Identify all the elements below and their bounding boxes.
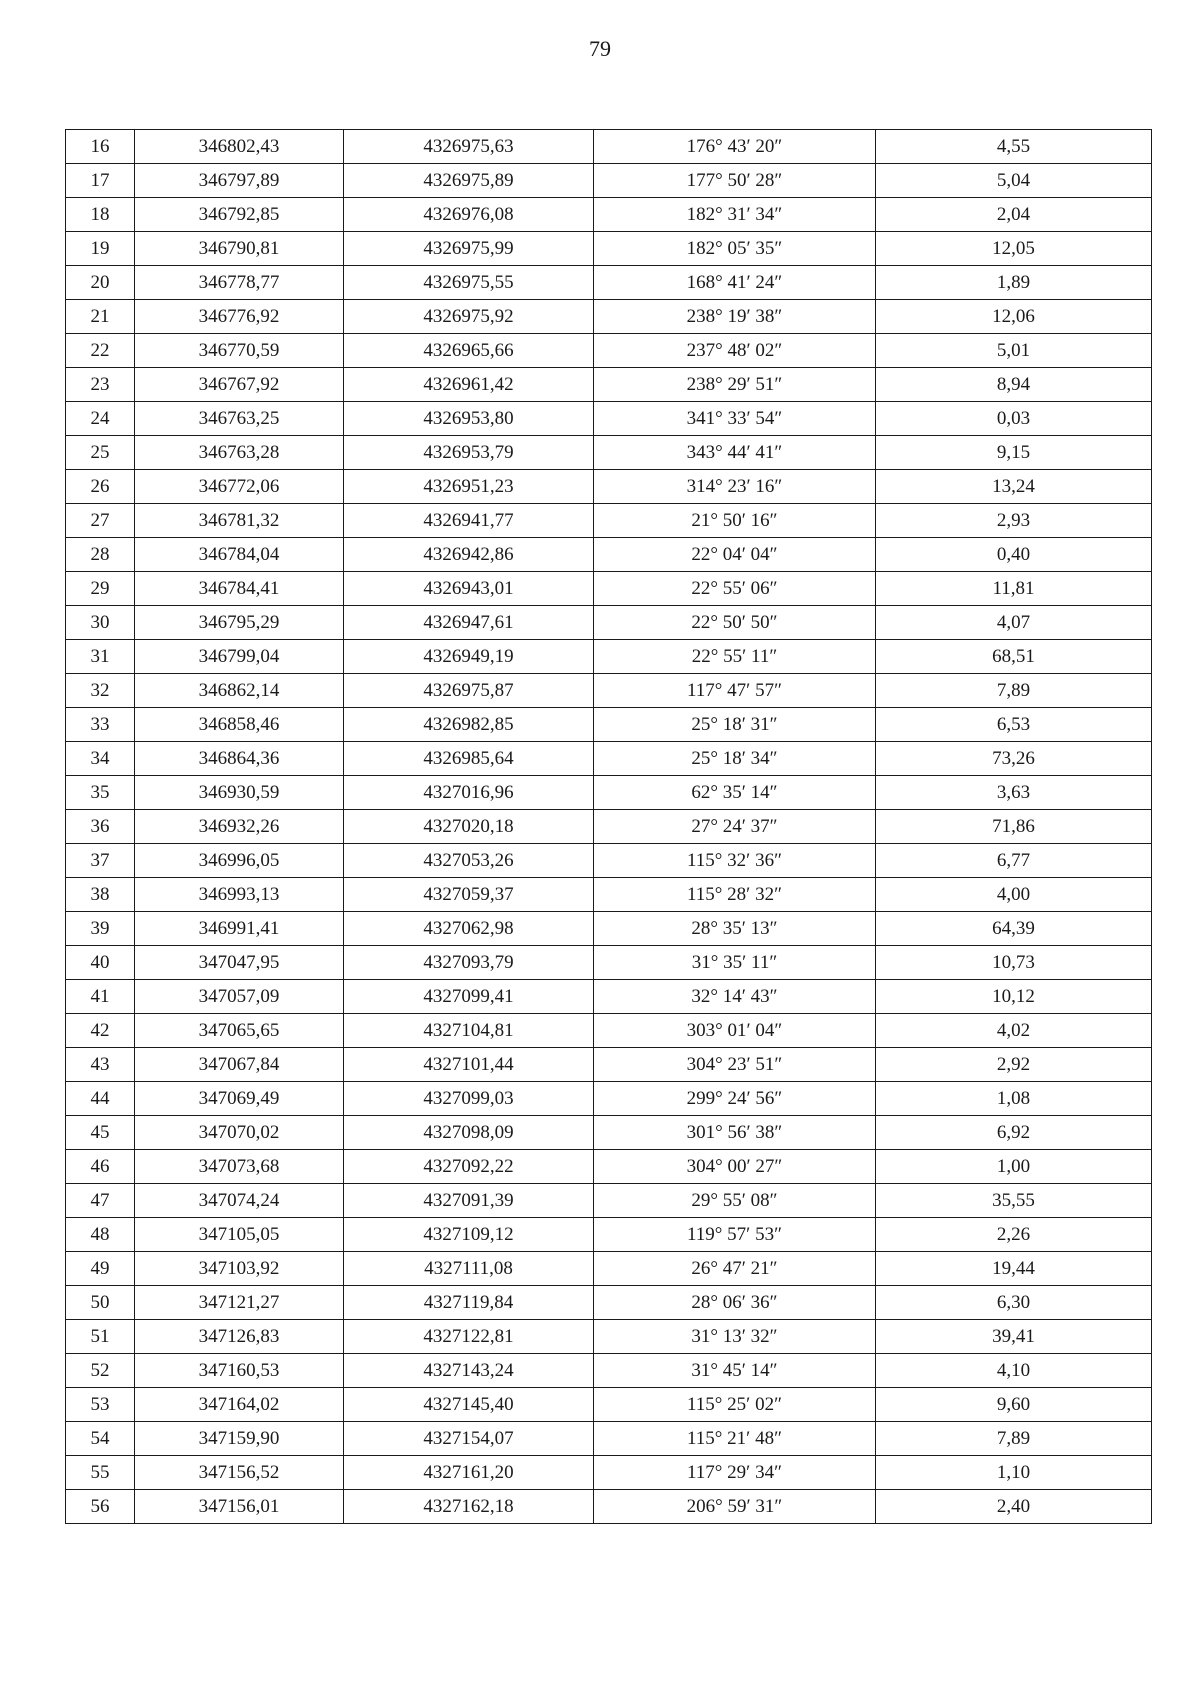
x-coordinate-cell: 346778,77 — [135, 266, 344, 300]
point-number-cell: 20 — [66, 266, 135, 300]
x-coordinate-cell: 346763,25 — [135, 402, 344, 436]
y-coordinate-cell: 4327101,44 — [344, 1048, 594, 1082]
point-number-cell: 37 — [66, 844, 135, 878]
distance-cell: 4,00 — [876, 878, 1152, 912]
x-coordinate-cell: 347105,05 — [135, 1218, 344, 1252]
y-coordinate-cell: 4327020,18 — [344, 810, 594, 844]
table-row — [66, 980, 1152, 1014]
x-coordinate-cell: 347156,01 — [135, 1490, 344, 1524]
x-coordinate-cell: 346993,13 — [135, 878, 344, 912]
direction-angle-cell: 343° 44′ 41″ — [594, 436, 876, 470]
table-row — [66, 946, 1152, 980]
table-row — [66, 334, 1152, 368]
x-coordinate-cell: 347074,24 — [135, 1184, 344, 1218]
table-row — [66, 130, 1152, 164]
point-number-cell: 22 — [66, 334, 135, 368]
distance-cell: 7,89 — [876, 674, 1152, 708]
direction-angle-cell: 303° 01′ 04″ — [594, 1014, 876, 1048]
y-coordinate-cell: 4327098,09 — [344, 1116, 594, 1150]
direction-angle-cell: 341° 33′ 54″ — [594, 402, 876, 436]
point-number-cell: 36 — [66, 810, 135, 844]
distance-cell: 1,89 — [876, 266, 1152, 300]
table-row — [66, 368, 1152, 402]
distance-cell: 2,26 — [876, 1218, 1152, 1252]
distance-cell: 3,63 — [876, 776, 1152, 810]
distance-cell: 9,15 — [876, 436, 1152, 470]
table-row — [66, 1116, 1152, 1150]
distance-cell: 0,03 — [876, 402, 1152, 436]
y-coordinate-cell: 4327143,24 — [344, 1354, 594, 1388]
y-coordinate-cell: 4326942,86 — [344, 538, 594, 572]
direction-angle-cell: 25° 18′ 34″ — [594, 742, 876, 776]
distance-cell: 35,55 — [876, 1184, 1152, 1218]
y-coordinate-cell: 4327093,79 — [344, 946, 594, 980]
table-row — [66, 1048, 1152, 1082]
y-coordinate-cell: 4326949,19 — [344, 640, 594, 674]
distance-cell: 2,93 — [876, 504, 1152, 538]
point-number-cell: 50 — [66, 1286, 135, 1320]
distance-cell: 12,05 — [876, 232, 1152, 266]
x-coordinate-cell: 346932,26 — [135, 810, 344, 844]
table-row — [66, 266, 1152, 300]
x-coordinate-cell: 346858,46 — [135, 708, 344, 742]
direction-angle-cell: 206° 59′ 31″ — [594, 1490, 876, 1524]
table-row — [66, 1490, 1152, 1524]
distance-cell: 8,94 — [876, 368, 1152, 402]
x-coordinate-cell: 347057,09 — [135, 980, 344, 1014]
x-coordinate-cell: 346792,85 — [135, 198, 344, 232]
x-coordinate-cell: 346767,92 — [135, 368, 344, 402]
distance-cell: 1,10 — [876, 1456, 1152, 1490]
x-coordinate-cell: 347069,49 — [135, 1082, 344, 1116]
x-coordinate-cell: 347121,27 — [135, 1286, 344, 1320]
point-number-cell: 31 — [66, 640, 135, 674]
direction-angle-cell: 182° 31′ 34″ — [594, 198, 876, 232]
direction-angle-cell: 22° 55′ 11″ — [594, 640, 876, 674]
y-coordinate-cell: 4327154,07 — [344, 1422, 594, 1456]
direction-angle-cell: 25° 18′ 31″ — [594, 708, 876, 742]
x-coordinate-cell: 346802,43 — [135, 130, 344, 164]
y-coordinate-cell: 4327059,37 — [344, 878, 594, 912]
point-number-cell: 25 — [66, 436, 135, 470]
table-row — [66, 1014, 1152, 1048]
x-coordinate-cell: 346864,36 — [135, 742, 344, 776]
table-row — [66, 164, 1152, 198]
point-number-cell: 41 — [66, 980, 135, 1014]
point-number-cell: 43 — [66, 1048, 135, 1082]
table-row — [66, 470, 1152, 504]
distance-cell: 6,53 — [876, 708, 1152, 742]
distance-cell: 71,86 — [876, 810, 1152, 844]
direction-angle-cell: 28° 35′ 13″ — [594, 912, 876, 946]
y-coordinate-cell: 4326961,42 — [344, 368, 594, 402]
direction-angle-cell: 314° 23′ 16″ — [594, 470, 876, 504]
x-coordinate-cell: 347159,90 — [135, 1422, 344, 1456]
point-number-cell: 32 — [66, 674, 135, 708]
y-coordinate-cell: 4326985,64 — [344, 742, 594, 776]
direction-angle-cell: 115° 32′ 36″ — [594, 844, 876, 878]
y-coordinate-cell: 4326975,99 — [344, 232, 594, 266]
x-coordinate-cell: 347067,84 — [135, 1048, 344, 1082]
point-number-cell: 16 — [66, 130, 135, 164]
y-coordinate-cell: 4327092,22 — [344, 1150, 594, 1184]
table-row — [66, 708, 1152, 742]
distance-cell: 10,73 — [876, 946, 1152, 980]
point-number-cell: 34 — [66, 742, 135, 776]
point-number-cell: 47 — [66, 1184, 135, 1218]
point-number-cell: 30 — [66, 606, 135, 640]
distance-cell: 6,30 — [876, 1286, 1152, 1320]
distance-cell: 2,04 — [876, 198, 1152, 232]
point-number-cell: 29 — [66, 572, 135, 606]
x-coordinate-cell: 346784,41 — [135, 572, 344, 606]
x-coordinate-cell: 347047,95 — [135, 946, 344, 980]
x-coordinate-cell: 346799,04 — [135, 640, 344, 674]
distance-cell: 9,60 — [876, 1388, 1152, 1422]
y-coordinate-cell: 4327162,18 — [344, 1490, 594, 1524]
direction-angle-cell: 31° 35′ 11″ — [594, 946, 876, 980]
x-coordinate-cell: 346781,32 — [135, 504, 344, 538]
direction-angle-cell: 299° 24′ 56″ — [594, 1082, 876, 1116]
y-coordinate-cell: 4327053,26 — [344, 844, 594, 878]
point-number-cell: 44 — [66, 1082, 135, 1116]
point-number-cell: 51 — [66, 1320, 135, 1354]
y-coordinate-cell: 4326975,55 — [344, 266, 594, 300]
x-coordinate-cell: 346991,41 — [135, 912, 344, 946]
point-number-cell: 23 — [66, 368, 135, 402]
point-number-cell: 56 — [66, 1490, 135, 1524]
direction-angle-cell: 31° 45′ 14″ — [594, 1354, 876, 1388]
distance-cell: 12,06 — [876, 300, 1152, 334]
y-coordinate-cell: 4326943,01 — [344, 572, 594, 606]
direction-angle-cell: 176° 43′ 20″ — [594, 130, 876, 164]
direction-angle-cell: 31° 13′ 32″ — [594, 1320, 876, 1354]
table-row — [66, 504, 1152, 538]
direction-angle-cell: 115° 21′ 48″ — [594, 1422, 876, 1456]
table-row — [66, 300, 1152, 334]
coordinates-table-body — [66, 130, 1152, 1524]
direction-angle-cell: 238° 29′ 51″ — [594, 368, 876, 402]
point-number-cell: 18 — [66, 198, 135, 232]
y-coordinate-cell: 4327111,08 — [344, 1252, 594, 1286]
y-coordinate-cell: 4326953,79 — [344, 436, 594, 470]
point-number-cell: 17 — [66, 164, 135, 198]
distance-cell: 39,41 — [876, 1320, 1152, 1354]
x-coordinate-cell: 346996,05 — [135, 844, 344, 878]
point-number-cell: 40 — [66, 946, 135, 980]
x-coordinate-cell: 346862,14 — [135, 674, 344, 708]
direction-angle-cell: 304° 23′ 51″ — [594, 1048, 876, 1082]
distance-cell: 10,12 — [876, 980, 1152, 1014]
table-row — [66, 402, 1152, 436]
distance-cell: 73,26 — [876, 742, 1152, 776]
y-coordinate-cell: 4326975,92 — [344, 300, 594, 334]
y-coordinate-cell: 4326982,85 — [344, 708, 594, 742]
y-coordinate-cell: 4327119,84 — [344, 1286, 594, 1320]
distance-cell: 0,40 — [876, 538, 1152, 572]
table-row — [66, 810, 1152, 844]
point-number-cell: 52 — [66, 1354, 135, 1388]
x-coordinate-cell: 347065,65 — [135, 1014, 344, 1048]
direction-angle-cell: 115° 28′ 32″ — [594, 878, 876, 912]
table-row — [66, 1286, 1152, 1320]
table-row — [66, 1388, 1152, 1422]
distance-cell: 11,81 — [876, 572, 1152, 606]
point-number-cell: 53 — [66, 1388, 135, 1422]
direction-angle-cell: 117° 29′ 34″ — [594, 1456, 876, 1490]
distance-cell: 4,55 — [876, 130, 1152, 164]
y-coordinate-cell: 4327062,98 — [344, 912, 594, 946]
point-number-cell: 42 — [66, 1014, 135, 1048]
point-number-cell: 35 — [66, 776, 135, 810]
table-row — [66, 912, 1152, 946]
table-row — [66, 1184, 1152, 1218]
y-coordinate-cell: 4326965,66 — [344, 334, 594, 368]
point-number-cell: 33 — [66, 708, 135, 742]
page-number: 79 — [589, 36, 611, 61]
y-coordinate-cell: 4327145,40 — [344, 1388, 594, 1422]
point-number-cell: 21 — [66, 300, 135, 334]
direction-angle-cell: 28° 06′ 36″ — [594, 1286, 876, 1320]
point-number-cell: 19 — [66, 232, 135, 266]
direction-angle-cell: 177° 50′ 28″ — [594, 164, 876, 198]
point-number-cell: 28 — [66, 538, 135, 572]
direction-angle-cell: 301° 56′ 38″ — [594, 1116, 876, 1150]
x-coordinate-cell: 347126,83 — [135, 1320, 344, 1354]
point-number-cell: 26 — [66, 470, 135, 504]
y-coordinate-cell: 4327104,81 — [344, 1014, 594, 1048]
point-number-cell: 49 — [66, 1252, 135, 1286]
y-coordinate-cell: 4327099,03 — [344, 1082, 594, 1116]
direction-angle-cell: 29° 55′ 08″ — [594, 1184, 876, 1218]
table-row — [66, 878, 1152, 912]
y-coordinate-cell: 4327091,39 — [344, 1184, 594, 1218]
distance-cell: 4,10 — [876, 1354, 1152, 1388]
table-row — [66, 640, 1152, 674]
direction-angle-cell: 21° 50′ 16″ — [594, 504, 876, 538]
table-row — [66, 232, 1152, 266]
direction-angle-cell: 182° 05′ 35″ — [594, 232, 876, 266]
direction-angle-cell: 237° 48′ 02″ — [594, 334, 876, 368]
point-number-cell: 45 — [66, 1116, 135, 1150]
table-row — [66, 572, 1152, 606]
x-coordinate-cell: 347156,52 — [135, 1456, 344, 1490]
direction-angle-cell: 168° 41′ 24″ — [594, 266, 876, 300]
distance-cell: 19,44 — [876, 1252, 1152, 1286]
distance-cell: 1,08 — [876, 1082, 1152, 1116]
distance-cell: 1,00 — [876, 1150, 1152, 1184]
point-number-cell: 39 — [66, 912, 135, 946]
y-coordinate-cell: 4326975,63 — [344, 130, 594, 164]
point-number-cell: 48 — [66, 1218, 135, 1252]
table-row — [66, 198, 1152, 232]
table-row — [66, 1082, 1152, 1116]
x-coordinate-cell: 346797,89 — [135, 164, 344, 198]
point-number-cell: 54 — [66, 1422, 135, 1456]
point-number-cell: 24 — [66, 402, 135, 436]
direction-angle-cell: 22° 50′ 50″ — [594, 606, 876, 640]
table-row — [66, 1456, 1152, 1490]
point-number-cell: 55 — [66, 1456, 135, 1490]
distance-cell: 13,24 — [876, 470, 1152, 504]
direction-angle-cell: 27° 24′ 37″ — [594, 810, 876, 844]
direction-angle-cell: 22° 55′ 06″ — [594, 572, 876, 606]
y-coordinate-cell: 4326975,89 — [344, 164, 594, 198]
table-row — [66, 436, 1152, 470]
table-row — [66, 674, 1152, 708]
table-row — [66, 844, 1152, 878]
direction-angle-cell: 119° 57′ 53″ — [594, 1218, 876, 1252]
x-coordinate-cell: 346763,28 — [135, 436, 344, 470]
direction-angle-cell: 62° 35′ 14″ — [594, 776, 876, 810]
distance-cell: 2,92 — [876, 1048, 1152, 1082]
table-row — [66, 1354, 1152, 1388]
direction-angle-cell: 238° 19′ 38″ — [594, 300, 876, 334]
table-row — [66, 1320, 1152, 1354]
distance-cell: 6,77 — [876, 844, 1152, 878]
y-coordinate-cell: 4326941,77 — [344, 504, 594, 538]
distance-cell: 2,40 — [876, 1490, 1152, 1524]
distance-cell: 68,51 — [876, 640, 1152, 674]
table-row — [66, 1150, 1152, 1184]
y-coordinate-cell: 4327161,20 — [344, 1456, 594, 1490]
point-number-cell: 27 — [66, 504, 135, 538]
distance-cell: 4,02 — [876, 1014, 1152, 1048]
y-coordinate-cell: 4326953,80 — [344, 402, 594, 436]
table-row — [66, 538, 1152, 572]
x-coordinate-cell: 346930,59 — [135, 776, 344, 810]
y-coordinate-cell: 4327109,12 — [344, 1218, 594, 1252]
x-coordinate-cell: 346795,29 — [135, 606, 344, 640]
direction-angle-cell: 304° 00′ 27″ — [594, 1150, 876, 1184]
x-coordinate-cell: 347160,53 — [135, 1354, 344, 1388]
direction-angle-cell: 117° 47′ 57″ — [594, 674, 876, 708]
table-row — [66, 1252, 1152, 1286]
point-number-cell: 46 — [66, 1150, 135, 1184]
distance-cell: 4,07 — [876, 606, 1152, 640]
direction-angle-cell: 32° 14′ 43″ — [594, 980, 876, 1014]
x-coordinate-cell: 346784,04 — [135, 538, 344, 572]
y-coordinate-cell: 4326975,87 — [344, 674, 594, 708]
direction-angle-cell: 26° 47′ 21″ — [594, 1252, 876, 1286]
x-coordinate-cell: 346776,92 — [135, 300, 344, 334]
direction-angle-cell: 22° 04′ 04″ — [594, 538, 876, 572]
y-coordinate-cell: 4327099,41 — [344, 980, 594, 1014]
table-row — [66, 606, 1152, 640]
table-row — [66, 1422, 1152, 1456]
y-coordinate-cell: 4326976,08 — [344, 198, 594, 232]
table-row — [66, 742, 1152, 776]
y-coordinate-cell: 4326947,61 — [344, 606, 594, 640]
x-coordinate-cell: 346770,59 — [135, 334, 344, 368]
distance-cell: 64,39 — [876, 912, 1152, 946]
x-coordinate-cell: 347103,92 — [135, 1252, 344, 1286]
distance-cell: 5,01 — [876, 334, 1152, 368]
x-coordinate-cell: 347073,68 — [135, 1150, 344, 1184]
distance-cell: 6,92 — [876, 1116, 1152, 1150]
x-coordinate-cell: 347070,02 — [135, 1116, 344, 1150]
x-coordinate-cell: 347164,02 — [135, 1388, 344, 1422]
table-row — [66, 776, 1152, 810]
y-coordinate-cell: 4326951,23 — [344, 470, 594, 504]
distance-cell: 7,89 — [876, 1422, 1152, 1456]
x-coordinate-cell: 346790,81 — [135, 232, 344, 266]
point-number-cell: 38 — [66, 878, 135, 912]
distance-cell: 5,04 — [876, 164, 1152, 198]
coordinates-table — [65, 129, 1152, 1524]
direction-angle-cell: 115° 25′ 02″ — [594, 1388, 876, 1422]
y-coordinate-cell: 4327122,81 — [344, 1320, 594, 1354]
table-row — [66, 1218, 1152, 1252]
x-coordinate-cell: 346772,06 — [135, 470, 344, 504]
y-coordinate-cell: 4327016,96 — [344, 776, 594, 810]
